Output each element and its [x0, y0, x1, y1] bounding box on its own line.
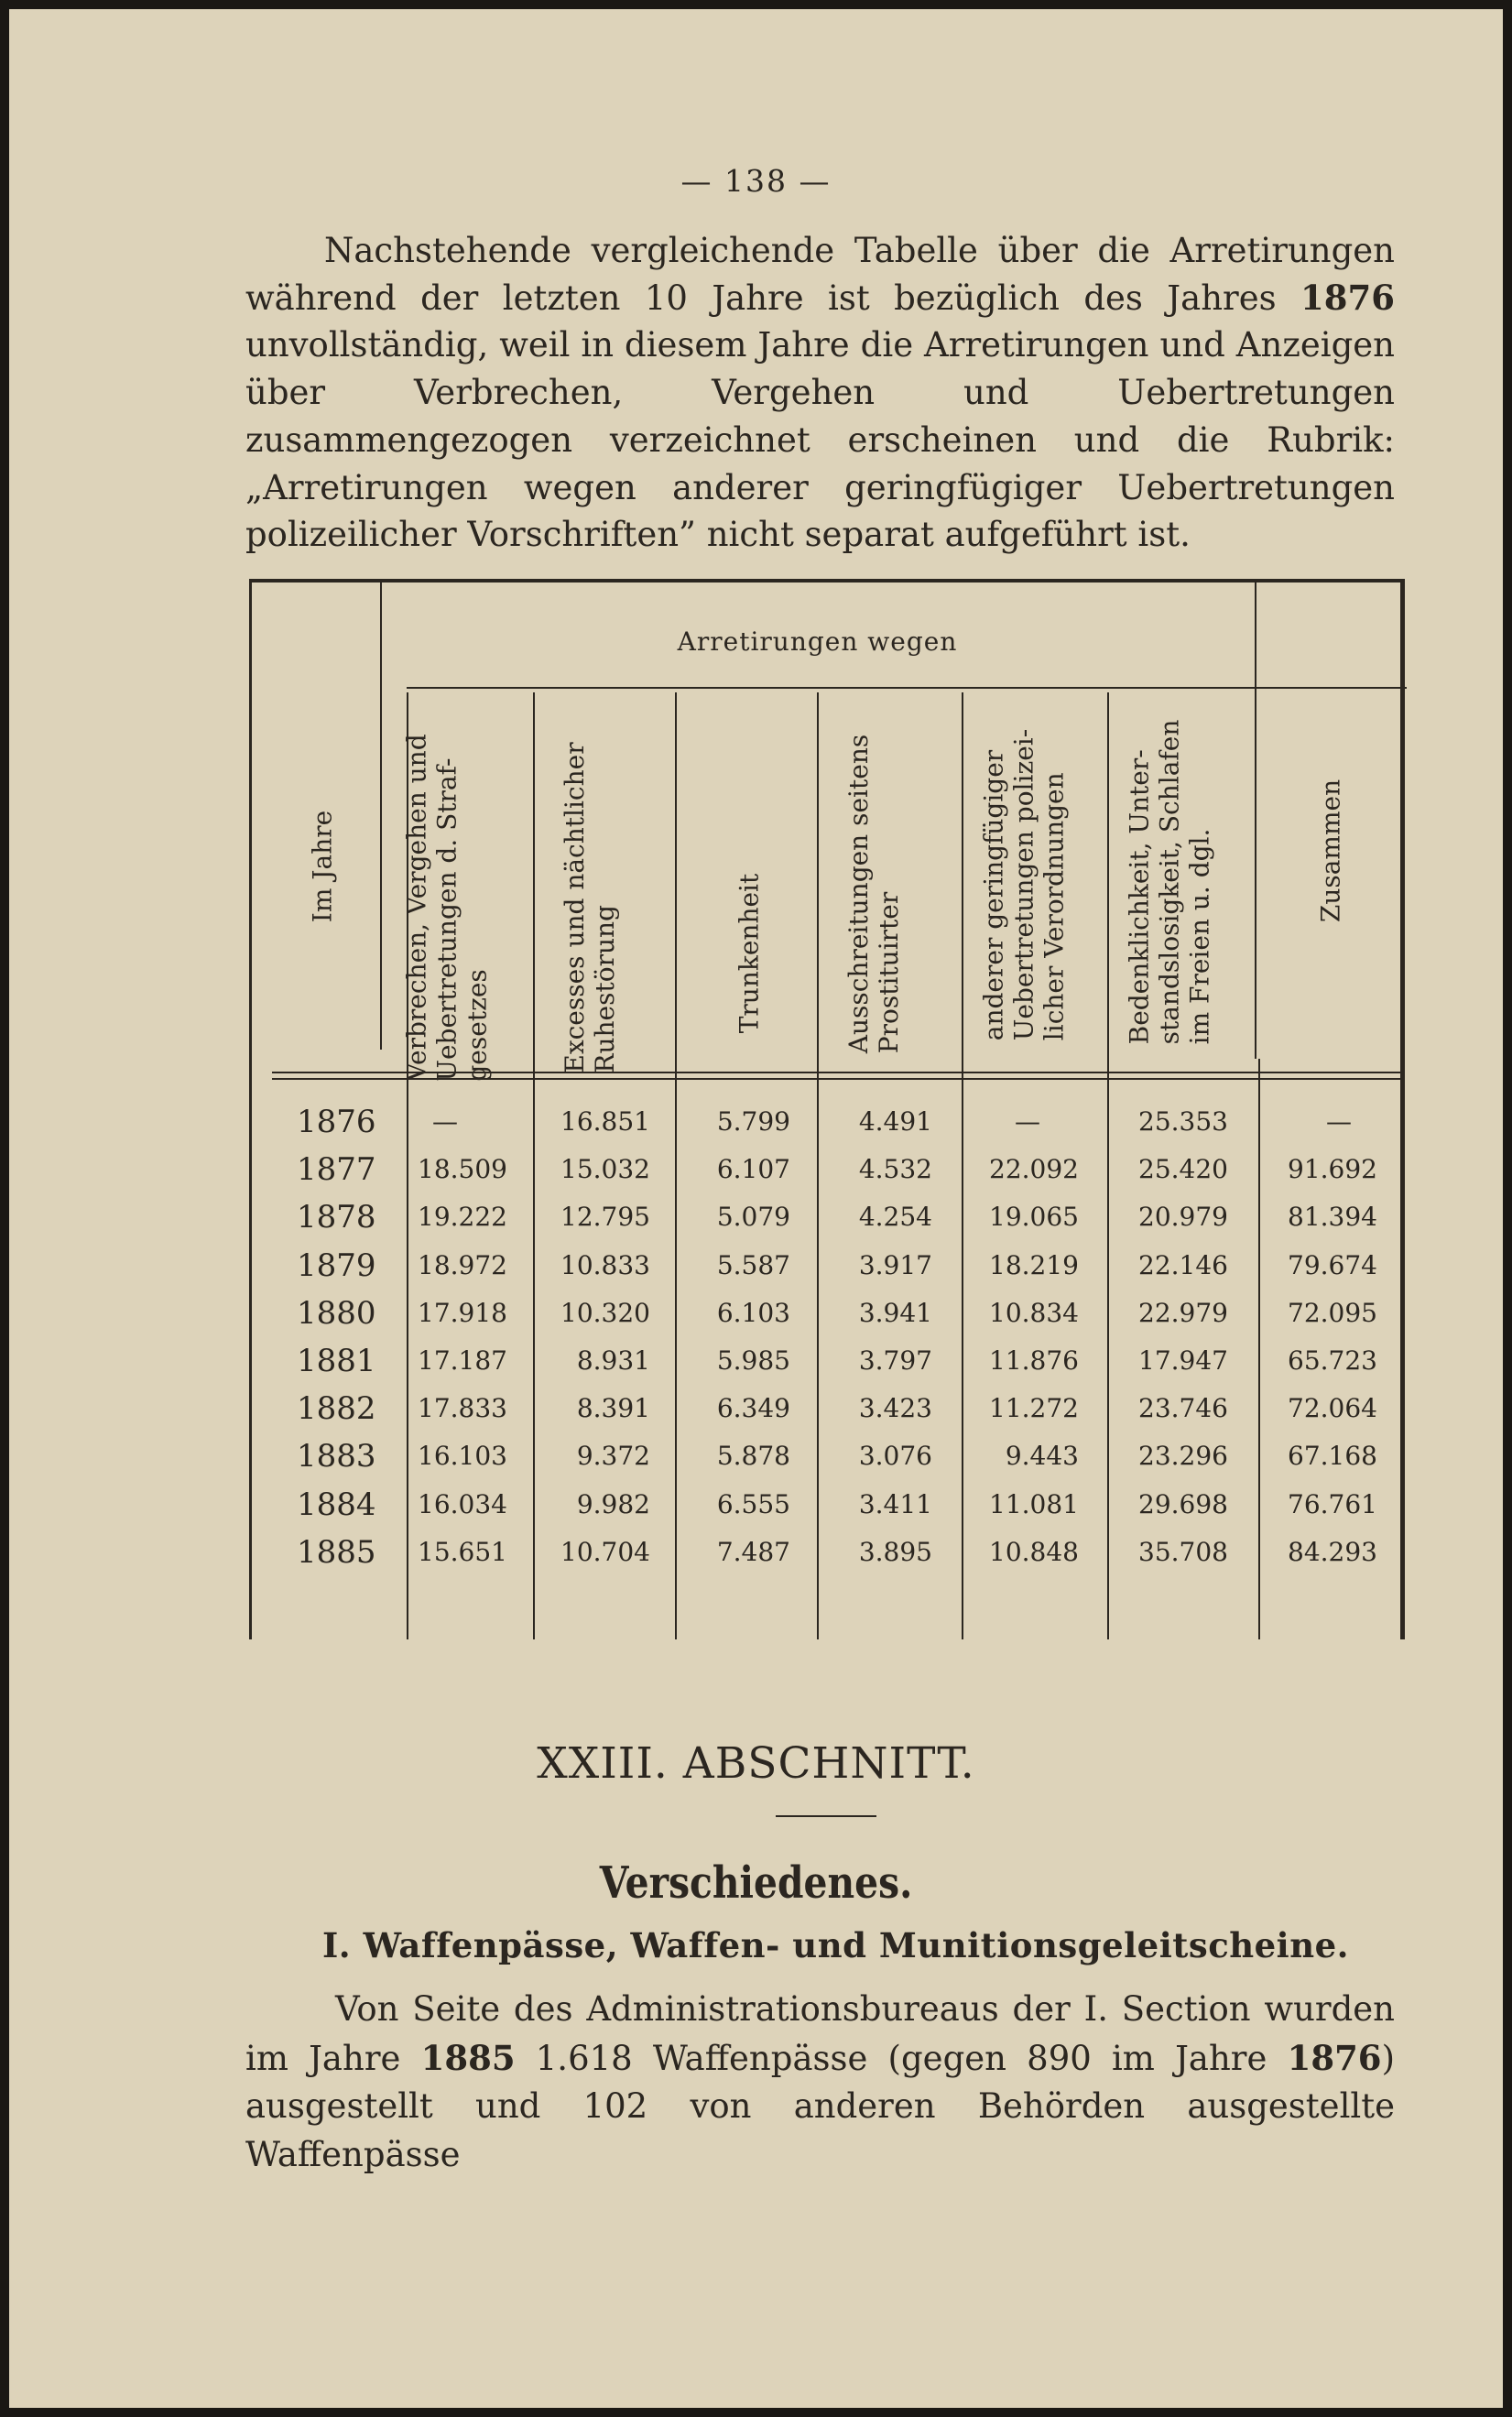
table-row	[249, 1098, 1405, 1146]
header-total: Zusammen	[1315, 778, 1346, 923]
table-cell: —	[432, 1106, 458, 1137]
row-year: 1882	[297, 1390, 376, 1428]
table-cell: 22.979	[1138, 1297, 1228, 1328]
table-cell: 10.704	[560, 1536, 650, 1567]
table-cell: 17.187	[418, 1345, 507, 1376]
table-row	[249, 1385, 1405, 1432]
table-cell: 3.917	[858, 1249, 932, 1280]
table-cell: 3.797	[858, 1345, 932, 1376]
table-cell: 4.254	[858, 1202, 932, 1233]
table-cell: —	[1326, 1106, 1352, 1137]
table-cell: 4.532	[858, 1154, 932, 1185]
row-year: 1880	[297, 1294, 376, 1332]
table-cell: 17.918	[418, 1297, 507, 1328]
intro-year-1876: 1876	[1300, 277, 1395, 318]
table-row	[249, 1290, 1405, 1337]
table-cell: 3.411	[858, 1488, 932, 1519]
table-cell: 5.079	[716, 1202, 790, 1233]
row-year: 1879	[297, 1247, 376, 1284]
table-cell: 65.723	[1288, 1345, 1377, 1376]
table-cell: 72.064	[1288, 1393, 1377, 1424]
table-cell: 19.222	[418, 1202, 507, 1233]
row-year: 1884	[297, 1486, 376, 1523]
table-cell: 5.985	[716, 1345, 790, 1376]
table-cell: 84.293	[1288, 1536, 1377, 1567]
para-text-1: Von Seite des Administrationsbureaus der I. Section wurden im Jahre	[245, 1989, 1395, 2078]
table-cell: 6.555	[716, 1488, 790, 1519]
header-prostitution: Ausschreitungen seitens Prostituirter	[843, 734, 904, 1054]
span-header-rule	[407, 687, 1407, 689]
table-row	[249, 1432, 1405, 1480]
header-year: Im Jahre	[307, 810, 338, 923]
table-cell: 67.168	[1288, 1441, 1377, 1472]
row-year: 1878	[297, 1199, 376, 1236]
table-cell: 17.947	[1138, 1345, 1228, 1376]
table-cell: 18.972	[418, 1249, 507, 1280]
col-sep-total	[1255, 582, 1256, 1059]
table-row	[249, 1193, 1405, 1241]
table-cell: 20.979	[1138, 1202, 1228, 1233]
intro-text-2: unvollständig, weil in diesem Jahre die Arretirungen und Anzeigen über Verbrechen, Vergehen und Uebertretungen zusammengezogen verzeichnet erscheinen und die Rubrik: „Arretirungen wegen anderer geringfügiger Uebertretungen polizeilicher Vorschriften” nicht separat aufgeführt ist.	[245, 325, 1395, 555]
table-cell: 6.349	[716, 1393, 790, 1424]
row-year: 1877	[297, 1151, 376, 1189]
table-cell: 10.834	[989, 1297, 1079, 1328]
table-cell: 4.491	[858, 1106, 932, 1137]
table-row	[249, 1146, 1405, 1193]
para-year-1885: 1885	[420, 2037, 516, 2078]
table-cell: 3.895	[858, 1536, 932, 1567]
table-row	[249, 1337, 1405, 1385]
table-cell: 8.391	[576, 1393, 650, 1424]
table-cell: 9.982	[576, 1488, 650, 1519]
table-cell: 72.095	[1288, 1297, 1377, 1328]
intro-paragraph	[245, 227, 1395, 559]
row-year: 1876	[297, 1104, 376, 1140]
table-cell: 5.799	[716, 1106, 790, 1137]
section-subtitle: Verschiedenes.	[599, 1857, 913, 1909]
header-drunkenness: Trunkenheit	[734, 873, 765, 1034]
table-cell: 3.941	[858, 1297, 932, 1328]
table-cell: 6.103	[716, 1297, 790, 1328]
table-cell: 12.795	[560, 1202, 650, 1233]
table-cell: 79.674	[1288, 1249, 1377, 1280]
header-crimes: Verbrechen, Vergehen und Uebertretungen d. Straf- gesetzes	[401, 734, 493, 1082]
table-cell: 7.487	[716, 1536, 790, 1567]
header-excesses: Excesses und nächtlicher Ruhestörung	[560, 742, 620, 1073]
para-year-1876: 1876	[1287, 2037, 1382, 2078]
span-header: Arretirungen wegen	[677, 626, 958, 657]
table-row	[249, 1242, 1405, 1290]
table-cell: 6.107	[716, 1154, 790, 1185]
table-cell: 81.394	[1288, 1202, 1377, 1233]
para-text-2: 1.618 Waffenpässe (gegen 890 im Jahre	[515, 2038, 1288, 2078]
table-cell: 23.296	[1138, 1441, 1228, 1472]
table-cell: 16.103	[418, 1441, 507, 1472]
table-cell: 29.698	[1138, 1488, 1228, 1519]
table-cell: 19.065	[989, 1202, 1079, 1233]
table-cell: 3.076	[858, 1441, 932, 1472]
table-cell: 5.878	[716, 1441, 790, 1472]
table-cell: 11.876	[989, 1345, 1079, 1376]
table-cell: 22.146	[1138, 1249, 1228, 1280]
document-page	[9, 9, 1503, 2408]
table-cell: 5.587	[716, 1249, 790, 1280]
row-year: 1885	[297, 1533, 376, 1571]
table-cell: 35.708	[1138, 1536, 1228, 1567]
intro-text-1: Nachstehende vergleichende Tabelle über die Arretirungen während der letzten 10 Jahre ist bezüglich des Jahres	[245, 231, 1395, 318]
para-text-3: ) ausgestellt und 102 von anderen Behörden ausgestellte Waffenpässe	[245, 2038, 1395, 2174]
header-homelessness: Bedenklichkeit, Unter- standslosigkeit, Schlafen im Freien u. dgl.	[1124, 719, 1215, 1045]
table-cell: 8.931	[576, 1345, 650, 1376]
table-cell: 76.761	[1288, 1488, 1377, 1519]
table-cell: 3.423	[858, 1393, 932, 1424]
table-cell: 22.092	[989, 1154, 1079, 1185]
table-row	[249, 1481, 1405, 1529]
arrests-table	[249, 579, 1405, 1645]
table-cell: 25.420	[1138, 1154, 1228, 1185]
table-cell: 17.833	[418, 1393, 507, 1424]
section-rule	[776, 1815, 876, 1817]
table-cell: 9.443	[1005, 1441, 1079, 1472]
table-cell: 9.372	[576, 1441, 650, 1472]
table-cell: 15.032	[560, 1154, 650, 1185]
table-cell: 15.651	[418, 1536, 507, 1567]
header-police-violations: anderer geringfügiger Uebertretungen polizei- licher Verordnungen	[978, 728, 1070, 1041]
section-paragraph	[245, 1986, 1395, 2179]
row-year: 1883	[297, 1438, 376, 1475]
table-cell: 10.833	[560, 1249, 650, 1280]
table-cell: 10.848	[989, 1536, 1079, 1567]
item-heading: I. Waffenpässe, Waffen- und Munitionsgeleitscheine.	[322, 1925, 1350, 1965]
table-cell: 25.353	[1138, 1106, 1228, 1137]
table-cell: 18.509	[418, 1154, 507, 1185]
table-cell: 18.219	[989, 1249, 1079, 1280]
table-cell: 16.851	[560, 1106, 650, 1137]
table-cell: 11.081	[989, 1488, 1079, 1519]
table-cell: 91.692	[1288, 1154, 1377, 1185]
table-cell: —	[1015, 1106, 1040, 1137]
table-cell: 16.034	[418, 1488, 507, 1519]
table-cell: 10.320	[560, 1297, 650, 1328]
row-year: 1881	[297, 1343, 376, 1379]
table-cell: 11.272	[989, 1393, 1079, 1424]
table-row	[249, 1529, 1405, 1576]
section-title: XXIII. ABSCHNITT.	[537, 1738, 975, 1789]
page-number: — 138 —	[680, 163, 832, 199]
table-cell: 23.746	[1138, 1393, 1228, 1424]
